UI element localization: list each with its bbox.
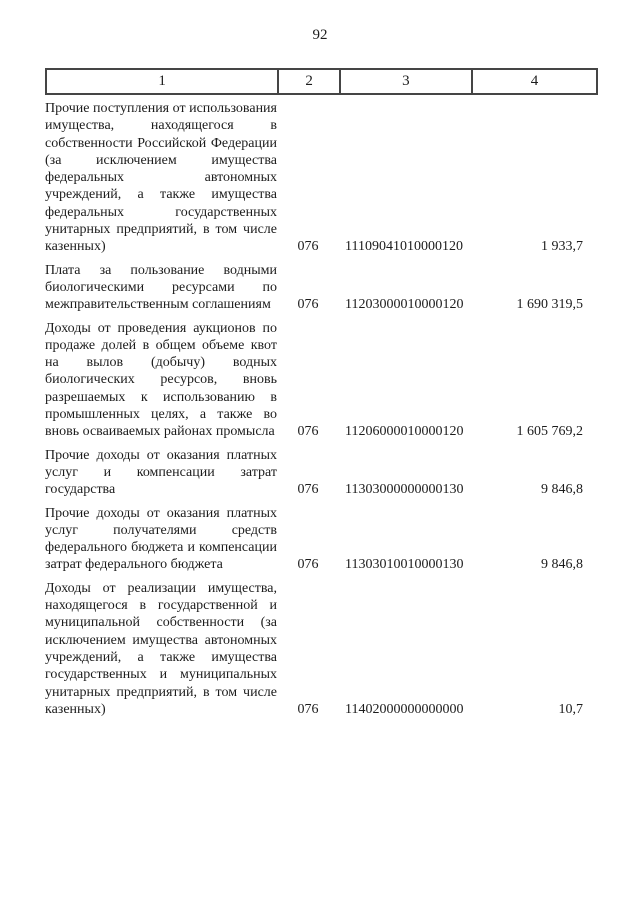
row-description: Плата за пользование водными биологическими ресурсами по межправительственным соглашениям: [45, 262, 277, 313]
table-row: [45, 320, 598, 441]
table-body: [45, 100, 598, 718]
table-row: [45, 100, 598, 256]
row-admin-code: 076: [297, 701, 319, 717]
table-header-row: [45, 68, 598, 95]
budget-table: [45, 68, 598, 724]
row-budget-code: 11303000000000130: [345, 482, 464, 498]
row-amount: 1 933,7: [541, 239, 583, 255]
row-budget-code: 11402000000000000: [345, 701, 464, 717]
row-amount: 9 846,8: [541, 482, 583, 498]
row-description: Прочие поступления от использования имущества, находящегося в собственности Российской Федерации (за исключением имущества федеральных автономных учреждений, а также имущества федеральных государственных унитарных предприятий, в том числе казенных): [45, 101, 277, 255]
row-amount: 10,7: [558, 701, 583, 717]
table-row: [45, 447, 598, 499]
table-row: [45, 580, 598, 718]
column-header-3: 3: [339, 70, 471, 93]
row-amount: 1 690 319,5: [516, 297, 583, 313]
row-description: Доходы от проведения аукционов по продаже долей в общем объеме квот на вылов (добычу) водных биологических ресурсов, вновь разрешаемых к использованию в промышленных целях, а также во вновь осваиваемых районах промысла: [45, 320, 277, 440]
page-number: 92: [312, 27, 328, 43]
row-admin-code: 076: [297, 557, 319, 573]
row-budget-code: 11203000010000120: [345, 297, 464, 313]
row-description: Доходы от реализации имущества, находящегося в государственной и муниципальной собственности (за исключением имущества автономных учреждений, а также имущества государственных и муниципальных унитарных предприятий, в том числе казенных): [45, 580, 277, 717]
column-header-2: 2: [277, 70, 339, 93]
table-row: [45, 262, 598, 314]
row-admin-code: 076: [297, 424, 319, 440]
row-amount: 9 846,8: [541, 557, 583, 573]
row-budget-code: 11206000010000120: [345, 424, 464, 440]
row-amount: 1 605 769,2: [516, 424, 583, 440]
row-admin-code: 076: [297, 239, 319, 255]
column-header-1: 1: [158, 73, 166, 89]
row-description: Прочие доходы от оказания платных услуг и компенсации затрат государства: [45, 447, 277, 498]
row-admin-code: 076: [297, 482, 319, 498]
row-description: Прочие доходы от оказания платных услуг получателями средств федерального бюджета и компенсации затрат федерального бюджета: [45, 505, 277, 573]
column-header-4: 4: [471, 70, 596, 93]
row-admin-code: 076: [297, 297, 319, 313]
row-budget-code: 11109041010000120: [345, 239, 463, 255]
row-budget-code: 11303010010000130: [345, 557, 464, 573]
table-row: [45, 505, 598, 574]
